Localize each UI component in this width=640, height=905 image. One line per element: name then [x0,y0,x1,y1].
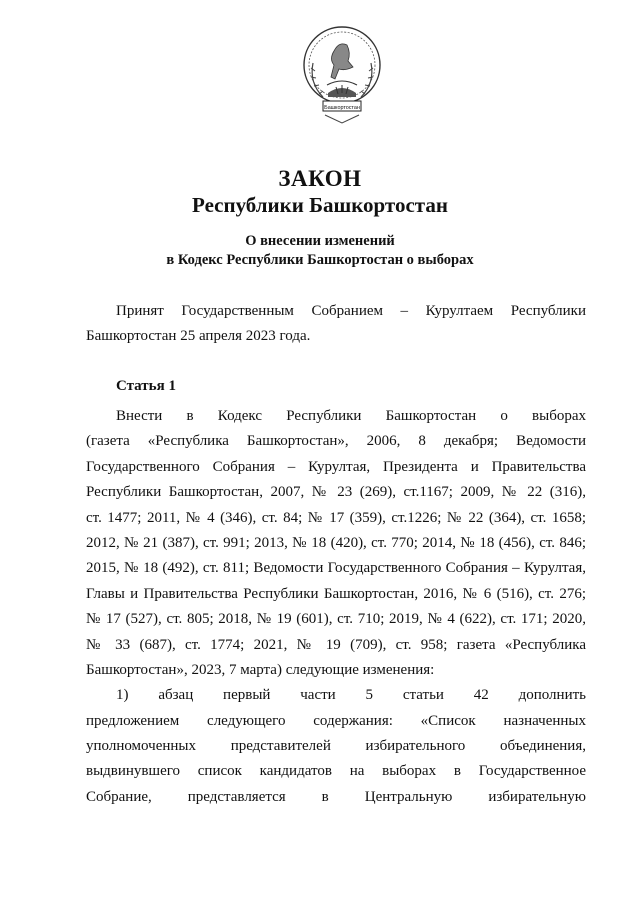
article-line: Башкортостан», 2023, 7 марта) следующие изменения: [86,661,435,678]
article-line: Собрание, представляется в Центральную избирательную [86,788,586,805]
article-line: Государственного Собрания – Курултая, Президента и Правительства [86,458,586,475]
document-title: ЗАКОН [278,166,362,191]
law-subject-line-2: в Кодекс Республики Башкортостан о выборах [166,252,474,268]
bashkortostan-emblem-icon [301,23,383,129]
article-heading: Статья 1 [116,378,176,394]
article-line: предложением следующего содержания: «Список назначенных [86,712,586,729]
adoption-line: Башкортостан 25 апреля 2023 года. [86,328,311,345]
article-body [86,404,586,810]
article-line: 1) абзац первый части 5 статьи 42 дополнить [116,687,586,704]
law-subject-line-1: О внесении изменений [245,233,395,249]
article-line: (газета «Республика Башкортостан», 2006, 8 декабря; Ведомости [86,433,586,450]
article-line: выдвинувшего список кандидатов на выборах в Государственное [86,763,586,780]
article-line: 2012, № 21 (387), ст. 991; 2013, № 18 (420), ст. 770; 2014, № 18 (456), ст. 846; [86,534,586,551]
article-line: № 17 (527), ст. 805; 2018, № 19 (601), ст. 710; 2019, № 4 (622), ст. 171; 2020, [86,611,586,628]
document-subtitle: Республики Башкортостан [192,193,448,217]
article-line: Внести в Кодекс Республики Башкортостан о выборах [116,408,586,424]
article-line: Главы и Правительства Республики Башкортостан, 2016, № 6 (516), ст. 276; [86,585,586,602]
article-line: ст. 1477; 2011, № 4 (346), ст. 84; № 17 (359), ст.1226; № 22 (364), ст. 1658; [86,509,586,526]
emblem-caption: Башкортостан [324,105,360,111]
article-line: уполномоченных представителей избирательного объединения, [86,738,586,755]
adoption-line: Принят Государственным Собранием – Курултаем Республики [116,303,586,319]
adoption-paragraph [86,299,586,350]
article-line: Республики Башкортостан, 2007, № 23 (269), ст.1167; 2009, № 22 (316), [86,484,586,501]
article-line: № 33 (687), ст. 1774; 2021, № 19 (709), ст. 958; газета «Республика [86,636,586,653]
article-line: 2015, № 18 (492), ст. 811; Ведомости Государственного Собрания – Курултая, [86,560,586,577]
